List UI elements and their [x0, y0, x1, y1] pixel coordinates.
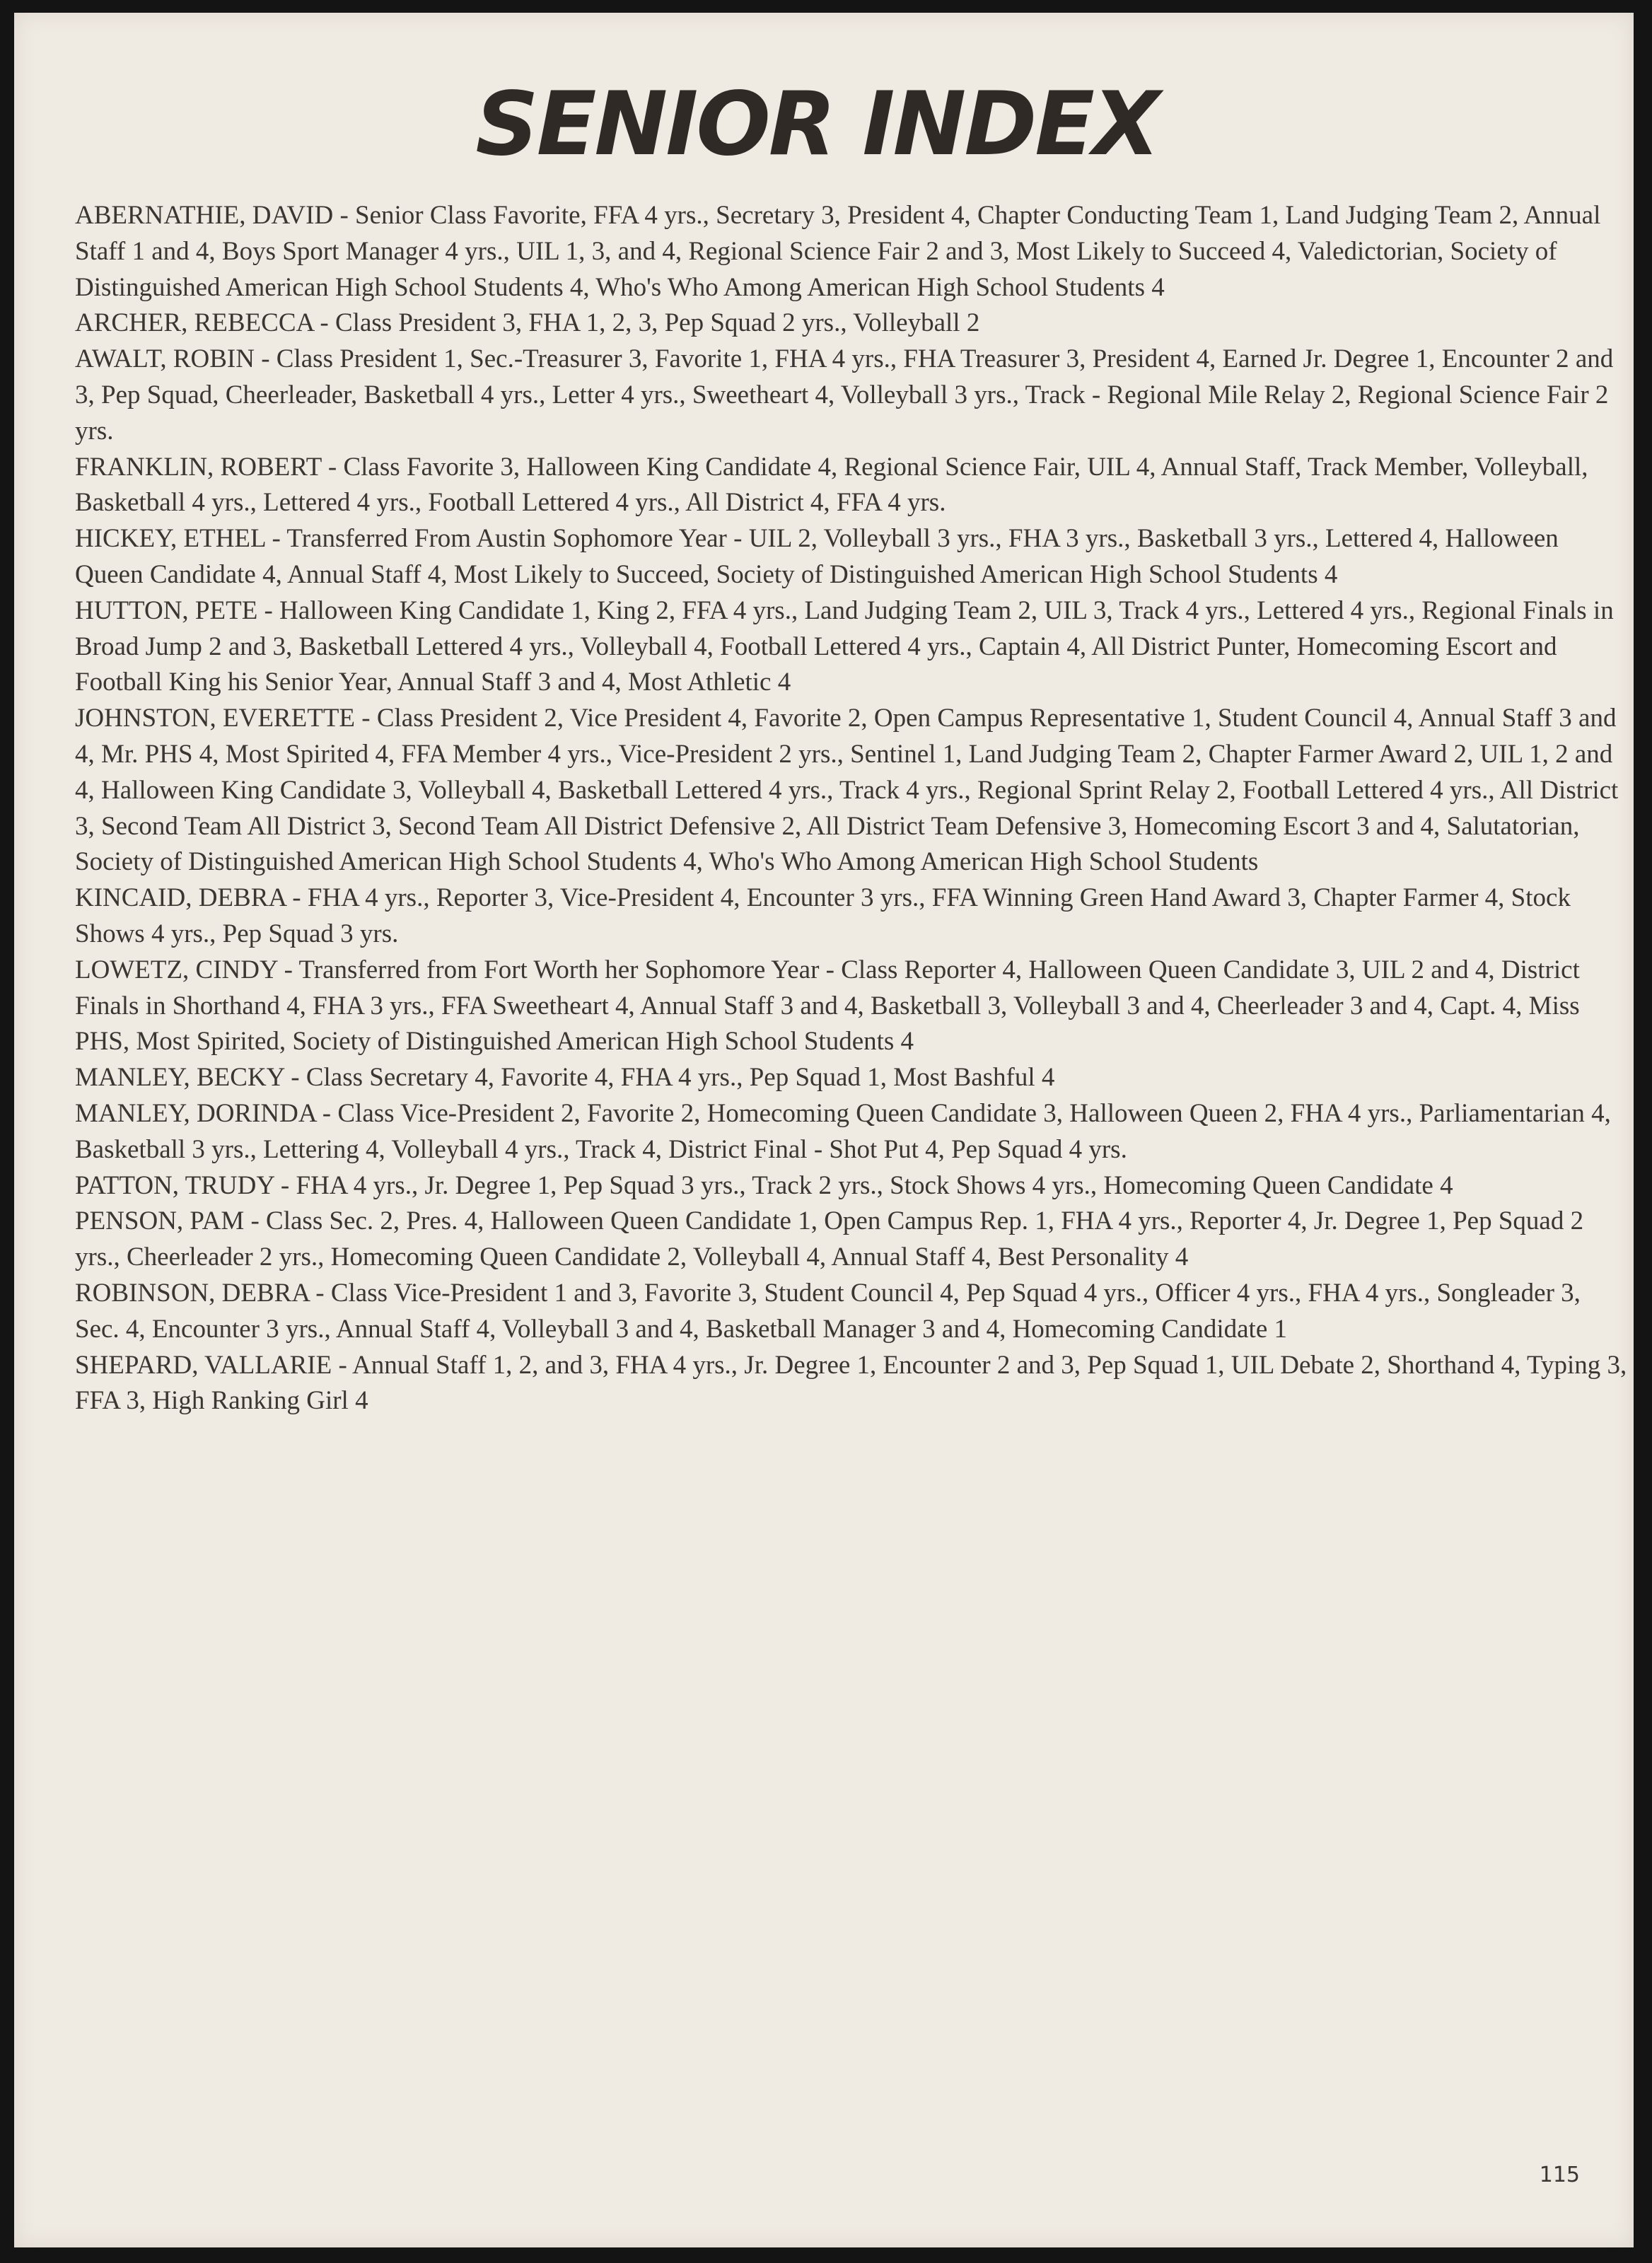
- senior-entry-abernathie: ABERNATHIE, DAVID - Senior Class Favorite, FFA 4 yrs., Secretary 3, President 4, Chapter Conducting Team 1, Land Judging Team 2, Annual Staff 1 and 4, Boys Sport Manager 4 yrs., UIL 1, 3, and 4, Regional Science Fair 2 and 3, Most Likely to Succeed 4, Valedictorian, Society of Distinguished American High School Students 4, Who's Who Among American High School Students 4: [75, 201, 1601, 302]
- yearbook-page: [14, 13, 1634, 2247]
- senior-entry-archer: ARCHER, REBECCA - Class President 3, FHA 1, 2, 3, Pep Squad 2 yrs., Volleyball 2: [75, 308, 980, 338]
- senior-entry-franklin: FRANKLIN, ROBERT - Class Favorite 3, Halloween King Candidate 4, Regional Science Fair, UIL 4, Annual Staff, Track Member, Volleyball, Basketball 4 yrs., Lettered 4 yrs., Football Lettered 4 yrs., All District 4, FFA 4 yrs.: [75, 452, 1588, 518]
- senior-entry-awalt: AWALT, ROBIN - Class President 1, Sec.-Treasurer 3, Favorite 1, FHA 4 yrs., FHA Treasurer 3, President 4, Earned Jr. Degree 1, Encounter 2 and 3, Pep Squad, Cheerleader, Basketball 4 yrs., Letter 4 yrs., Sweetheart 4, Volleyball 3 yrs., Track - Regional Mile Relay 2, Regional Science Fair 2 yrs.: [75, 344, 1614, 446]
- senior-entry-patton: PATTON, TRUDY - FHA 4 yrs., Jr. Degree 1, Pep Squad 3 yrs., Track 2 yrs., Stock Shows 4 yrs., Homecoming Queen Candidate 4: [75, 1170, 1453, 1200]
- senior-entry-robinson: ROBINSON, DEBRA - Class Vice-President 1 and 3, Favorite 3, Student Council 4, Pep Squad 4 yrs., Officer 4 yrs., FHA 4 yrs., Songleader 3, Sec. 4, Encounter 3 yrs., Annual Staff 4, Volleyball 3 and 4, Basketball Manager 3 and 4, Homecoming Candidate 1: [75, 1278, 1581, 1344]
- senior-entry-lowetz: LOWETZ, CINDY - Transferred from Fort Worth her Sophomore Year - Class Reporter 4, Halloween Queen Candidate 3, UIL 2 and 4, District Finals in Shorthand 4, FHA 3 yrs., FFA Sweetheart 4, Annual Staff 3 and 4, Basketball 3, Volleyball 3 and 4, Cheerleader 3 and 4, Capt. 4, Miss PHS, Most Spirited, Society of Distinguished American High School Students 4: [75, 955, 1580, 1057]
- senior-index-list: [75, 198, 1631, 1419]
- senior-entry-kincaid: KINCAID, DEBRA - FHA 4 yrs., Reporter 3, Vice-President 4, Encounter 3 yrs., FFA Winning Green Hand Award 3, Chapter Farmer 4, Stock Shows 4 yrs., Pep Squad 3 yrs.: [75, 883, 1571, 948]
- senior-entry-shepard: SHEPARD, VALLARIE - Annual Staff 1, 2, and 3, FHA 4 yrs., Jr. Degree 1, Encounter 2 and 3, Pep Squad 1, UIL Debate 2, Shorthand 4, Typing 3, FFA 3, High Ranking Girl 4: [75, 1350, 1627, 1416]
- page-number: 115: [1539, 2163, 1580, 2187]
- senior-entry-penson: PENSON, PAM - Class Sec. 2, Pres. 4, Halloween Queen Candidate 1, Open Campus Rep. 1, FHA 4 yrs., Reporter 4, Jr. Degree 1, Pep Squad 2 yrs., Cheerleader 2 yrs., Homecoming Queen Candidate 2, Volleyball 4, Annual Staff 4, Best Personality 4: [75, 1206, 1584, 1272]
- senior-entry-johnston: JOHNSTON, EVERETTE - Class President 2, Vice President 4, Favorite 2, Open Campus Representative 1, Student Council 4, Annual Staff 3 and 4, Mr. PHS 4, Most Spirited 4, FFA Member 4 yrs., Vice-President 2 yrs., Sentinel 1, Land Judging Team 2, Chapter Farmer Award 2, UIL 1, 2 and 4, Halloween King Candidate 3, Volleyball 4, Basketball Lettered 4 yrs., Track 4 yrs., Regional Sprint Relay 2, Football Lettered 4 yrs., All District 3, Second Team All District 3, Second Team All District Defensive 2, All District Team Defensive 3, Homecoming Escort 3 and 4, Salutatorian, Society of Distinguished American High School Students 4, Who's Who Among American High School Students: [75, 704, 1619, 877]
- senior-entry-hickey: HICKEY, ETHEL - Transferred From Austin Sophomore Year - UIL 2, Volleyball 3 yrs., FHA 3 yrs., Basketball 3 yrs., Lettered 4, Halloween Queen Candidate 4, Annual Staff 4, Most Likely to Succeed, Society of Distinguished American High School Students 4: [75, 524, 1559, 589]
- senior-entry-manley-dorinda: MANLEY, DORINDA - Class Vice-President 2, Favorite 2, Homecoming Queen Candidate 3, Halloween Queen 2, FHA 4 yrs., Parliamentarian 4, Basketball 3 yrs., Lettering 4, Volleyball 4 yrs., Track 4, District Final - Shot Put 4, Pep Squad 4 yrs.: [75, 1098, 1611, 1164]
- senior-entry-manley-becky: MANLEY, BECKY - Class Secretary 4, Favorite 4, FHA 4 yrs., Pep Squad 1, Most Bashful 4: [75, 1063, 1055, 1093]
- page-title: SENIOR INDEX: [475, 74, 1158, 175]
- senior-entry-hutton: HUTTON, PETE - Halloween King Candidate 1, King 2, FFA 4 yrs., Land Judging Team 2, UIL 3, Track 4 yrs., Lettered 4 yrs., Regional Finals in Broad Jump 2 and 3, Basketball Lettered 4 yrs., Volleyball 4, Football Lettered 4 yrs., Captain 4, All District Punter, Homecoming Escort and Football King his Senior Year, Annual Staff 3 and 4, Most Athletic 4: [75, 595, 1614, 697]
